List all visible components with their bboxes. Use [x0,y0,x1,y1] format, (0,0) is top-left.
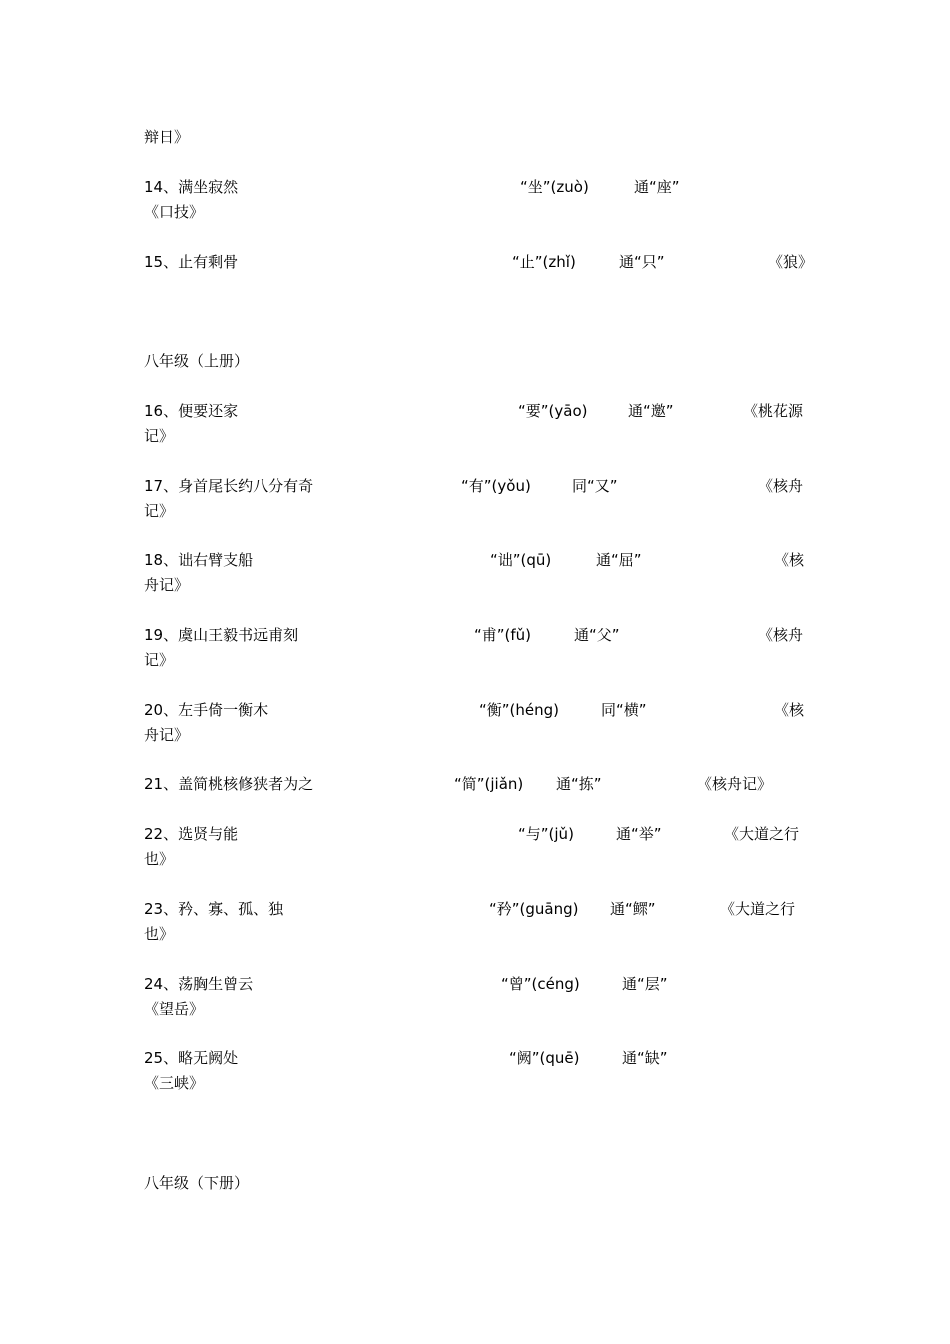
entry-relation: 通“邀” [628,402,674,420]
entry-char: “衡”(héng) [479,701,560,719]
entry-char: “诎”(qū) [490,551,552,569]
entry-char: “与”(jǔ) [518,825,574,843]
entry-relation: 通“屈” [596,551,642,569]
entry-source: 《大道之行 [720,900,796,918]
continuation-text: 辩日》 [144,128,190,146]
entry-relation: 通“父” [574,626,620,644]
entry-relation: 通“只” [619,253,665,271]
entry-source: 《三峡》 [144,1074,205,1092]
entry-char: “矜”(guāng) [489,900,579,918]
entry-char: “甫”(fǔ) [474,626,532,644]
entry-source: 记》 [144,651,175,669]
entry-source: 记》 [144,502,175,520]
entry-char: “曾”(céng) [501,975,580,993]
entry-relation: 通“举” [616,825,662,843]
entry-source: 《核舟 [758,626,804,644]
entry-relation: 同“又” [572,477,618,495]
entry-item: 14、满坐寂然 [144,178,239,196]
entry-item: 18、诎右臂支船 [144,551,254,569]
entry-relation: 通“拣” [556,775,602,793]
entry-source: 舟记》 [144,576,190,594]
entry-item: 23、矜、寡、孤、独 [144,900,284,918]
entry-relation: 通“座” [634,178,680,196]
section-heading: 八年级（上册） [144,352,250,370]
entry-source: 《核舟记》 [697,775,773,793]
entry-source: 《望岳》 [144,1000,205,1018]
entry-source: 舟记》 [144,726,190,744]
entry-source: 《核 [774,701,805,719]
entry-item: 17、身首尾长约八分有奇 [144,477,314,495]
entry-source: 《口技》 [144,203,205,221]
entry-char: “有”(yǒu) [461,477,531,495]
entry-source: 记》 [144,427,175,445]
entry-source: 《核 [774,551,805,569]
entry-item: 16、便要还家 [144,402,239,420]
entry-relation: 同“横” [601,701,647,719]
entry-source: 《大道之行 [724,825,800,843]
entry-source: 《狼》 [768,253,814,271]
entry-source: 也》 [144,850,175,868]
entry-item: 25、略无阙处 [144,1049,239,1067]
entry-item: 20、左手倚一衡木 [144,701,269,719]
entry-source: 《核舟 [758,477,804,495]
entry-char: “简”(jiǎn) [454,775,524,793]
entry-relation: 通“缺” [622,1049,668,1067]
entry-item: 21、盖简桃核修狭者为之 [144,775,314,793]
entry-relation: 通“层” [622,975,668,993]
entry-source: 《桃花源 [743,402,804,420]
entry-source: 也》 [144,925,175,943]
entry-char: “阙”(quē) [509,1049,580,1067]
section-heading: 八年级（下册） [144,1174,250,1192]
entry-char: “要”(yāo) [518,402,588,420]
entry-relation: 通“鳏” [610,900,656,918]
entry-item: 24、荡胸生曾云 [144,975,254,993]
entry-item: 15、止有剩骨 [144,253,239,271]
entry-item: 19、虞山王毅书远甫刻 [144,626,299,644]
entry-item: 22、选贤与能 [144,825,239,843]
entry-char: “坐”(zuò) [520,178,589,196]
entry-char: “止”(zhǐ) [512,253,576,271]
